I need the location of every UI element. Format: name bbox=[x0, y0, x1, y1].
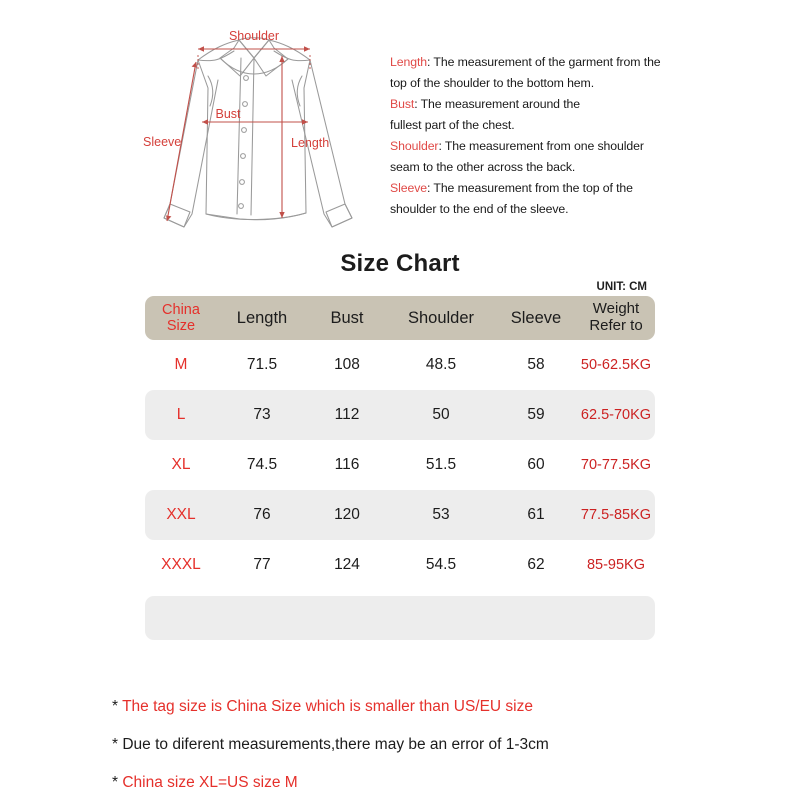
definition-text: fullest part of the chest. bbox=[390, 118, 515, 132]
cell-length: 73 bbox=[253, 406, 271, 424]
definition-text: : The measurement around the bbox=[414, 97, 581, 111]
cell-bust: 112 bbox=[334, 406, 360, 424]
cell-shoulder: 48.5 bbox=[425, 356, 457, 374]
cell-size: XXXL bbox=[161, 556, 201, 574]
footer-note-star: * bbox=[112, 698, 119, 715]
definition-line bbox=[390, 73, 690, 94]
column-header-weight-line2: Refer to bbox=[589, 317, 643, 334]
cell-length: 77 bbox=[253, 556, 271, 574]
cell-sleeve: 61 bbox=[527, 506, 545, 524]
definition-line bbox=[390, 136, 690, 157]
diagram-label-sleeve: Sleeve bbox=[143, 135, 182, 149]
cell-length: 76 bbox=[253, 506, 271, 524]
definition-text: seam to the other across the back. bbox=[390, 160, 576, 174]
definition-term: Shoulder bbox=[390, 139, 439, 153]
cell-bust: 108 bbox=[334, 356, 360, 374]
cell-sleeve: 60 bbox=[527, 456, 545, 474]
table-filler-row bbox=[145, 596, 655, 640]
definition-term: Bust bbox=[390, 97, 415, 111]
definition-text: shoulder to the end of the sleeve. bbox=[390, 202, 569, 216]
measurement-definitions bbox=[390, 52, 690, 220]
definition-text: top of the shoulder to the bottom hem. bbox=[390, 76, 595, 90]
definition-term: Length bbox=[390, 55, 428, 69]
definition-line bbox=[390, 115, 690, 136]
cell-size: M bbox=[174, 356, 188, 374]
table-row bbox=[145, 490, 655, 540]
garment-diagram bbox=[140, 18, 390, 240]
column-header-shoulder: Shoulder bbox=[407, 308, 475, 327]
column-header-length: Length bbox=[236, 308, 288, 327]
definition-line bbox=[390, 52, 690, 73]
cell-bust: 124 bbox=[334, 556, 360, 574]
table-row bbox=[145, 540, 655, 590]
footer-note bbox=[112, 726, 712, 764]
definition-text: : The measurement of the garment from the bbox=[427, 55, 661, 69]
cell-size: XXL bbox=[166, 506, 196, 524]
table-row bbox=[145, 440, 655, 490]
cell-weight: 70-77.5KG bbox=[580, 456, 652, 473]
cell-sleeve: 62 bbox=[527, 556, 545, 574]
unit-note: UNIT: CM bbox=[596, 281, 647, 293]
table-header-row bbox=[145, 296, 655, 340]
page-title: Size Chart bbox=[340, 250, 460, 277]
column-header-weight bbox=[577, 301, 655, 335]
table-row bbox=[145, 390, 655, 440]
diagram-label-length: Length bbox=[291, 136, 330, 150]
column-header-weight-line1: Weight bbox=[592, 300, 640, 318]
definition-text: : The measurement from one shoulder bbox=[438, 139, 644, 153]
cell-shoulder: 53 bbox=[432, 506, 450, 524]
diagram-section bbox=[0, 0, 800, 240]
footer-note-star: * bbox=[112, 774, 119, 791]
definition-text: : The measurement from the top of the bbox=[427, 181, 633, 195]
diagram-label-bust: Bust bbox=[215, 107, 241, 121]
footer-note bbox=[112, 764, 712, 802]
footer-note-text: Due to diferent measurements,there may be an error of 1-3cm bbox=[122, 736, 549, 753]
definition-term: Sleeve bbox=[390, 181, 427, 195]
definition-line bbox=[390, 178, 690, 199]
definition-line bbox=[390, 199, 690, 220]
column-header-china-size-line2: Size bbox=[166, 318, 196, 334]
footer-notes bbox=[112, 688, 712, 802]
cell-length: 71.5 bbox=[246, 356, 278, 374]
definition-line bbox=[390, 94, 690, 115]
column-header-sleeve: Sleeve bbox=[510, 308, 562, 327]
cell-weight: 62.5-70KG bbox=[580, 406, 652, 423]
cell-sleeve: 59 bbox=[527, 406, 545, 424]
diagram-label-shoulder: Shoulder bbox=[228, 29, 280, 43]
footer-note-star: * bbox=[112, 736, 119, 753]
footer-note-text: China size XL=US size M bbox=[122, 774, 298, 791]
cell-size: XL bbox=[171, 456, 191, 474]
table-row bbox=[145, 340, 655, 390]
size-chart-table bbox=[145, 296, 655, 640]
footer-note-text: The tag size is China Size which is smaller than US/EU size bbox=[122, 698, 533, 715]
column-header-china-size-line1: China bbox=[162, 301, 200, 318]
cell-shoulder: 54.5 bbox=[425, 556, 457, 574]
cell-weight: 85-95KG bbox=[586, 556, 646, 573]
cell-sleeve: 58 bbox=[527, 356, 545, 374]
column-header-bust: Bust bbox=[330, 308, 364, 327]
definition-line bbox=[390, 157, 690, 178]
cell-weight: 77.5-85KG bbox=[580, 506, 652, 523]
cell-shoulder: 51.5 bbox=[425, 456, 457, 474]
column-header-china-size bbox=[145, 302, 217, 334]
cell-bust: 120 bbox=[334, 506, 360, 524]
cell-size: L bbox=[176, 406, 186, 424]
cell-bust: 116 bbox=[334, 456, 360, 474]
footer-note bbox=[112, 688, 712, 726]
cell-shoulder: 50 bbox=[432, 406, 450, 424]
cell-length: 74.5 bbox=[246, 456, 278, 474]
cell-weight: 50-62.5KG bbox=[580, 356, 652, 373]
